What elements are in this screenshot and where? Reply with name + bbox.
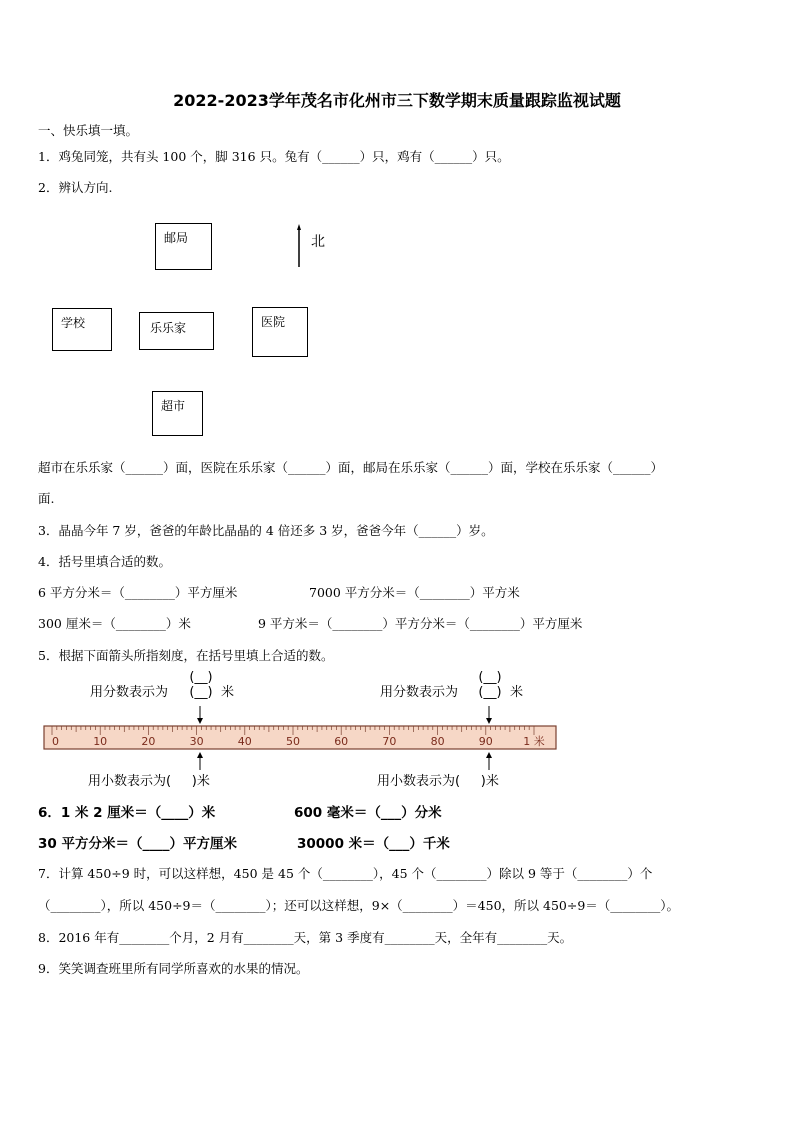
school-label: 学校	[61, 316, 86, 330]
arrow-head-up-right	[486, 752, 492, 758]
question-2-answer-line-end: 面.	[38, 491, 55, 506]
decimal-label-right: 用小数表示为( )米	[377, 774, 499, 789]
ruler-tick-label: 80	[430, 735, 445, 748]
fraction-blank-left: (__) (__)	[189, 670, 213, 700]
question-1: 1．鸡兔同笼，共有头 100 个，脚 316 只。兔有（______）只，鸡有（______）只。	[38, 149, 510, 164]
post-office-label: 邮局	[164, 231, 189, 245]
arrow-head-up-left	[197, 752, 203, 758]
fraction-unit-right: 米	[510, 685, 524, 700]
hospital-box	[252, 307, 308, 357]
arrow-head-down-right	[486, 718, 492, 724]
question-8: 8．2016 年有________个月，2 月有________天，第 3 季度有________天，全年有________天。	[38, 930, 573, 945]
question-6d: 30000 米＝（___）千米	[297, 836, 450, 852]
ruler-tick-label: 10	[93, 735, 108, 748]
fraction-label-left: 用分数表示为	[90, 685, 169, 700]
north-arrow-icon	[297, 224, 301, 267]
ruler-tick-label: 40	[237, 735, 252, 748]
post-office-box	[155, 223, 212, 270]
page-title: 2022-2023学年茂名市化州市三下数学期末质量跟踪监视试题	[173, 91, 621, 110]
ruler-tick-label: 60	[334, 735, 349, 748]
north-label: 北	[311, 234, 325, 250]
lele-home-label: 乐乐家	[150, 321, 187, 335]
section-heading: 一、快乐填一填。	[38, 123, 139, 138]
ruler-tick-label: 90	[478, 735, 493, 748]
lele-home-box	[139, 312, 214, 350]
ruler-tick-label: 0	[52, 735, 59, 748]
school-box	[52, 308, 112, 351]
ruler-tick-label: 70	[382, 735, 397, 748]
question-4a: 6 平方分米＝（________）平方厘米	[38, 585, 238, 600]
question-4d: 9 平方米＝（________）平方分米＝（________）平方厘米	[258, 616, 583, 631]
supermarket-label: 超市	[161, 399, 186, 413]
question-5: 5．根据下面箭头所指刻度，在括号里填上合适的数。	[38, 648, 334, 663]
ruler-tick-label: 50	[286, 735, 300, 748]
question-7-line1: 7．计算 450÷9 时，可以这样想，450 是 45 个（________），45 个（________）除以 9 等于（________）个	[38, 866, 653, 881]
decimal-label-left: 用小数表示为( )米	[88, 774, 210, 789]
ruler-tick-label: 1 米	[523, 735, 545, 748]
supermarket-box	[152, 391, 203, 436]
fraction-unit-left: 米	[221, 685, 235, 700]
fraction-label-right: 用分数表示为	[380, 685, 459, 700]
ruler-tick-label: 30	[189, 735, 204, 748]
question-6b: 600 毫米＝（___）分米	[294, 805, 442, 821]
fraction-blank-right: (__) (__)	[478, 670, 502, 700]
question-9: 9．笑笑调查班里所有同学所喜欢的水果的情况。	[38, 961, 309, 976]
arrow-head-down-left	[197, 718, 203, 724]
question-4c: 300 厘米＝（________）米	[38, 616, 191, 631]
question-2: 2．辨认方向.	[38, 180, 113, 195]
ruler-tick-label: 20	[141, 735, 156, 748]
question-4b: 7000 平方分米＝（________）平方米	[309, 585, 520, 600]
question-3: 3．晶晶今年 7 岁，爸爸的年龄比晶晶的 4 倍还多 3 岁，爸爸今年（______）岁。	[38, 523, 494, 538]
question-7-line2: （________），所以 450÷9＝（________）；还可以这样想，9×（________）＝450，所以 450÷9＝（________）。	[38, 898, 680, 913]
question-6a: 6．1 米 2 厘米＝（____）米	[38, 805, 216, 821]
question-4: 4．括号里填合适的数。	[38, 554, 171, 569]
hospital-label: 医院	[261, 315, 286, 329]
question-2-answer-line: 超市在乐乐家（______）面，医院在乐乐家（______）面，邮局在乐乐家（______）面，学校在乐乐家（______）	[38, 460, 664, 475]
question-6c: 30 平方分米＝（____）平方厘米	[38, 836, 237, 852]
